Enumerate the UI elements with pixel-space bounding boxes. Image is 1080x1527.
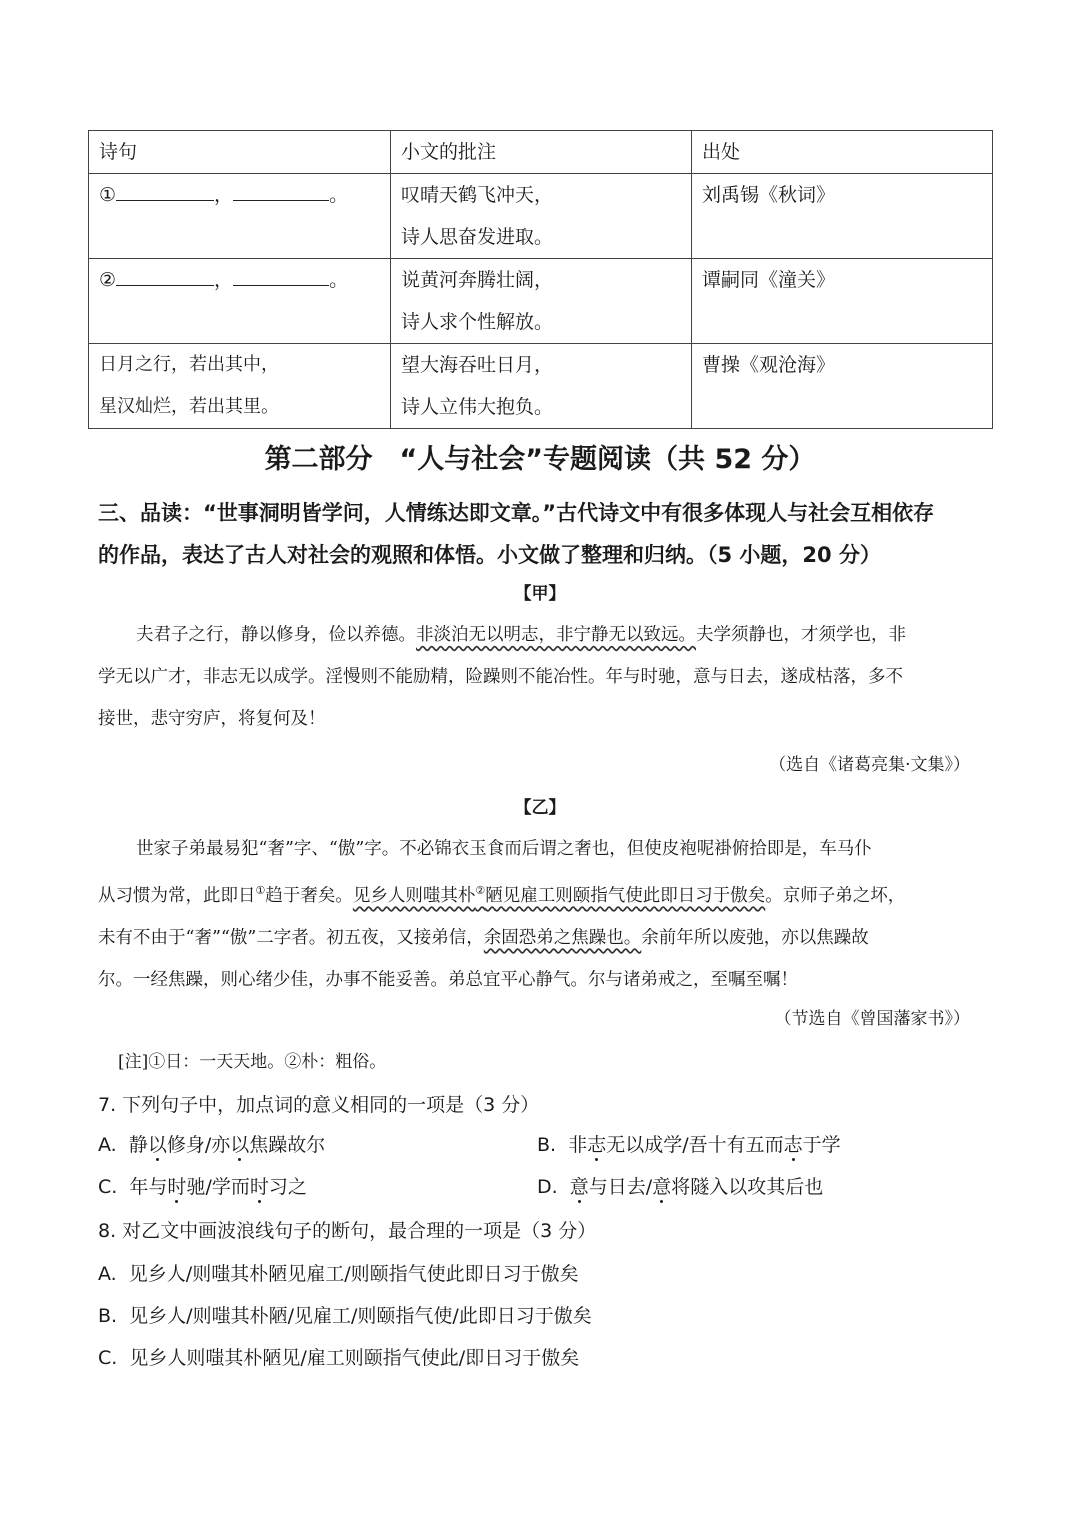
q7-option-b[interactable] xyxy=(537,1130,841,1160)
poem-cell xyxy=(89,344,391,429)
poem-line: 日月之行，若出其中， xyxy=(99,354,279,375)
table-row xyxy=(89,259,993,344)
section-intro xyxy=(98,492,988,576)
option-label: B. xyxy=(98,1305,118,1327)
q7-option-d[interactable] xyxy=(537,1172,823,1202)
note-line: 望大海吞吐日月， xyxy=(401,354,554,376)
part-title: 第二部分 “人与社会”专题阅读（共 52 分） xyxy=(264,444,816,475)
source-cell: 刘禹锡《秋词》 xyxy=(692,174,993,259)
note-line: 说黄河奔腾壮阔， xyxy=(401,269,554,291)
dotted-word: 时 xyxy=(249,1176,269,1198)
wavy-underlined-sentence: 陋见雇工则颐指气使此即日习于傲矣 xyxy=(485,885,766,906)
option-label: A. xyxy=(98,1263,117,1285)
dotted-word: 以 xyxy=(147,1134,167,1156)
table-row xyxy=(89,174,993,259)
option-text: 与日去/ xyxy=(588,1176,653,1198)
text-segment: 趋于奢矣。 xyxy=(265,885,353,906)
wavy-underlined-sentence: 见乡人则嗤其朴 xyxy=(352,885,476,906)
poem-blank-cell xyxy=(89,259,391,344)
option-label: C. xyxy=(98,1176,118,1198)
text-segment: 夫学须静也，才须学也，非 xyxy=(696,625,906,645)
punctuation: ， xyxy=(214,269,234,291)
text-segment: 余前年所以废弛，亦以焦躁故 xyxy=(641,927,869,948)
option-label: D. xyxy=(537,1176,558,1198)
intro-line: 的作品，表达了古人对社会的观照和体悟。小文做了整理和归纳。（5 小题，20 分） xyxy=(98,543,881,567)
wavy-underlined-sentence: 余固恐弟之焦躁也。 xyxy=(483,927,642,948)
answer-blank[interactable] xyxy=(116,178,214,201)
option-text: 将隧入以攻其后也 xyxy=(671,1176,824,1198)
passage-jia-source: （选自《诸葛亮集·文集》） xyxy=(769,755,970,775)
option-label: C. xyxy=(98,1347,118,1369)
dotted-word: 时 xyxy=(167,1176,187,1198)
q8-option-a[interactable] xyxy=(98,1259,579,1289)
footnote-ref: ① xyxy=(255,884,266,897)
answer-blank[interactable] xyxy=(116,263,214,286)
question-8-stem: 8. 对乙文中画波浪线句子的断句，最合理的一项是（3 分） xyxy=(98,1220,597,1242)
header-poem: 诗句 xyxy=(89,131,391,174)
intro-line: 三、品读：“世事洞明皆学问，人情练达即文章。”古代诗文中有很多体现人与社会互相依存 xyxy=(98,501,935,525)
option-text: 见乡人/则嗤其朴陋/见雇工/则颐指气使/此即日习于傲矣 xyxy=(129,1305,592,1327)
passage-line xyxy=(98,917,988,959)
passage-line: 学无以广才，非志无以成学。淫慢则不能励精，险躁则不能冶性。年与时驰，意与日去，遂成枯落，多不 xyxy=(98,667,903,687)
answer-blank[interactable] xyxy=(233,263,329,286)
dotted-word: 意 xyxy=(652,1176,672,1198)
passage-yi-marker: 【乙】 xyxy=(514,798,566,818)
source-cell: 曹操《观沧海》 xyxy=(692,344,993,429)
passage-line: 接世，悲守穷庐，将复何及！ xyxy=(98,709,326,729)
note-cell xyxy=(391,174,692,259)
table-row xyxy=(89,344,993,429)
passage-line xyxy=(98,870,988,917)
poem-blank-cell xyxy=(89,174,391,259)
passage-yi-source: （节选自《曾国藩家书》） xyxy=(774,1009,970,1029)
option-text: 修身/亦 xyxy=(166,1134,231,1156)
q8-option-c[interactable] xyxy=(98,1343,579,1373)
dotted-word: 志 xyxy=(783,1134,803,1156)
q7-option-a[interactable] xyxy=(98,1130,325,1160)
note-cell xyxy=(391,344,692,429)
footnote: [注]①日：一天天地。②朴：粗俗。 xyxy=(118,1052,387,1072)
note-line: 诗人立伟大抱负。 xyxy=(401,396,554,418)
text-segment: 夫君子之行，静以修身，俭以养德。 xyxy=(136,625,416,645)
option-text: 于学 xyxy=(802,1134,841,1156)
answer-blank[interactable] xyxy=(233,178,329,201)
note-line: 叹晴天鹤飞冲天， xyxy=(401,184,554,206)
table-header-row xyxy=(89,131,993,174)
passage-yi xyxy=(98,828,988,1001)
passage-line xyxy=(98,614,988,656)
passage-jia xyxy=(98,614,988,740)
punctuation: 。 xyxy=(329,269,349,291)
punctuation: 。 xyxy=(329,184,349,206)
option-label: B. xyxy=(537,1134,557,1156)
item-number: ② xyxy=(99,269,117,291)
q8-option-b[interactable] xyxy=(98,1301,592,1331)
option-label: A. xyxy=(98,1134,117,1156)
option-text: 焦躁故尔 xyxy=(249,1134,326,1156)
question-7-stem: 7. 下列句子中，加点词的意义相同的一项是（3 分） xyxy=(98,1094,540,1116)
note-line: 诗人求个性解放。 xyxy=(401,311,554,333)
option-text: 见乡人则嗤其朴陋见/雇工则颐指气使此/即日习于傲矣 xyxy=(129,1347,580,1369)
poem-line: 星汉灿烂，若出其里。 xyxy=(99,396,279,417)
option-text: 无以成学/吾十有五而 xyxy=(606,1134,784,1156)
passage-line: 尔。一经焦躁，则心绪少佳，办事不能妥善。弟总宜平心静气。尔与诸弟戒之，至嘱至嘱！ xyxy=(98,969,798,990)
text-segment: 。京师子弟之坏， xyxy=(765,885,906,906)
footnote-ref: ② xyxy=(475,884,486,897)
text-segment: 未有不由于“奢”“傲”二字者。初五夜，又接弟信， xyxy=(98,927,484,948)
dotted-word: 意 xyxy=(569,1176,589,1198)
wavy-underlined-sentence: 非淡泊无以明志，非宁静无以致远。 xyxy=(416,625,696,645)
q7-option-c[interactable] xyxy=(98,1172,307,1202)
note-line: 诗人思奋发进取。 xyxy=(401,226,554,248)
punctuation: ， xyxy=(214,184,234,206)
header-note: 小文的批注 xyxy=(391,131,692,174)
poem-table xyxy=(88,130,993,429)
note-cell xyxy=(391,259,692,344)
option-text: 习之 xyxy=(268,1176,307,1198)
header-source: 出处 xyxy=(692,131,993,174)
dotted-word: 志 xyxy=(587,1134,607,1156)
option-text: 年与 xyxy=(129,1176,168,1198)
item-number: ① xyxy=(99,184,117,206)
passage-line: 世家子弟最易犯“奢”字、“傲”字。不必锦衣玉食而后谓之奢也，但使皮袍呢褂俯拾即是，车马仆 xyxy=(136,839,872,859)
text-segment: 从习惯为常，此即日 xyxy=(98,885,256,906)
passage-jia-marker: 【甲】 xyxy=(514,584,566,604)
dotted-word: 以 xyxy=(230,1134,250,1156)
option-text: 非 xyxy=(568,1134,588,1156)
option-text: 静 xyxy=(128,1134,148,1156)
option-text: 驰/学而 xyxy=(186,1176,250,1198)
option-text: 见乡人/则嗤其朴陋见雇工/则颐指气使此即日习于傲矣 xyxy=(128,1263,579,1285)
source-cell: 谭嗣同《潼关》 xyxy=(692,259,993,344)
